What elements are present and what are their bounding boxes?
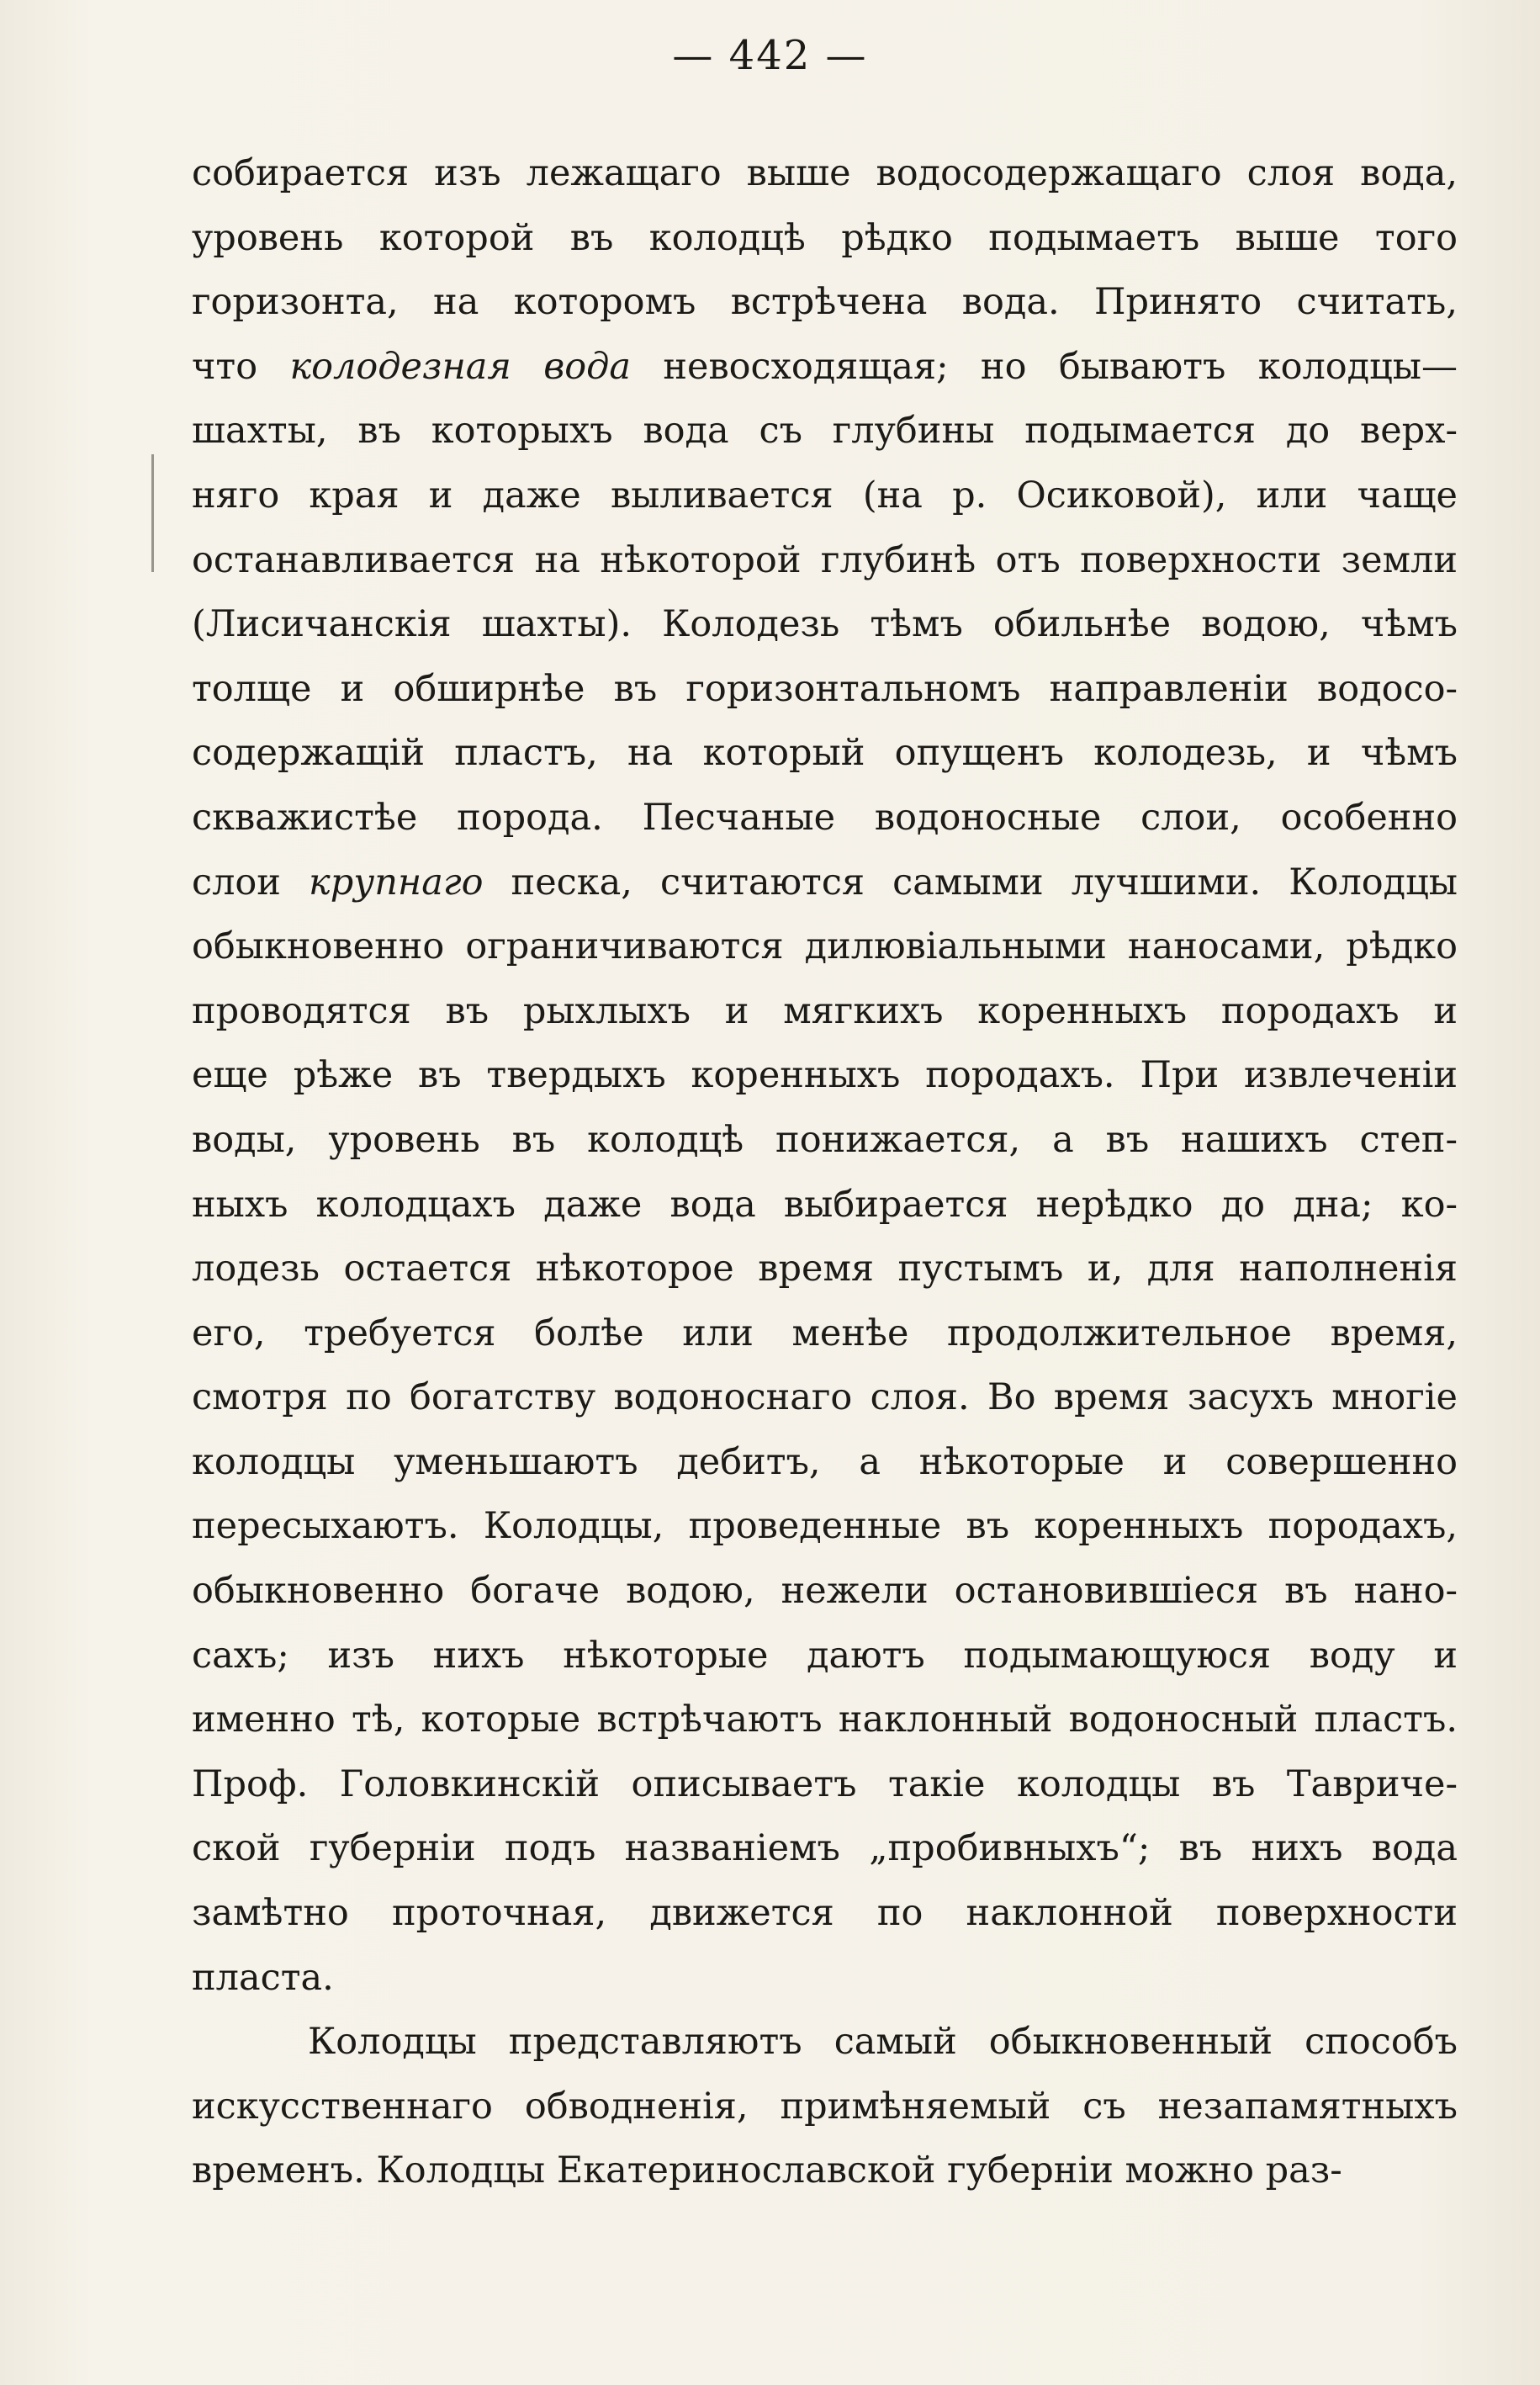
text-segment: воды, уровень въ колодцѣ понижается, а въ нашихъ степ- [192,1118,1458,1161]
text-segment: ской губерніи подъ названіемъ „пробивныхъ“; въ нихъ вода [192,1827,1458,1870]
text-line [192,2075,1458,2139]
text-line [192,721,1458,786]
text-line [192,335,1458,400]
text-segment: шахты, въ которыхъ вода съ глубины подымается до верх- [192,410,1458,453]
text-segment: песка, считаются самыми лучшими. Колодцы [483,861,1458,904]
text-segment: пересыхаютъ. Колодцы, проведенные въ коренныхъ породахъ, [192,1505,1458,1548]
text-line [192,1624,1458,1688]
text-segment: колодцы уменьшаютъ дебитъ, а нѣкоторые и совершенно [192,1440,1458,1483]
text-line [192,657,1458,722]
text-segment: Колодцы представляютъ самый обыкновенный способъ [308,2021,1458,2064]
text-segment: временъ. Колодцы Екатеринославской губерніи можно раз- [192,2149,1342,2192]
text-line [192,1365,1458,1430]
text-segment: собирается изъ лежащаго выше водосодержащаго слоя вода, [192,152,1458,194]
text-segment: невосходящая; но бываютъ колодцы— [631,345,1458,388]
text-segment: лодезь остается нѣкоторое время пустымъ и, для наполненія [192,1248,1458,1291]
text-segment: еще рѣже въ твердыхъ коренныхъ породахъ. При извлеченіи [192,1054,1458,1097]
text-line [192,464,1458,528]
text-line [192,1752,1458,1817]
text-line [192,2010,1458,2075]
text-line [192,1430,1458,1495]
text-segment: няго края и даже выливается (на р. Осиковой), или чаще [192,474,1458,517]
text-line [192,1559,1458,1624]
text-line [192,979,1458,1044]
text-segment: пласта. [192,1956,334,1999]
italic-term: крупнаго [309,861,484,904]
text-line [192,1494,1458,1559]
text-segment: сахъ; изъ нихъ нѣкоторые даютъ подымающуюся воду и [192,1634,1458,1677]
text-segment: (Лисичанскія шахты). Колодезь тѣмъ обильнѣе водою, чѣмъ [192,603,1458,646]
text-line [192,399,1458,464]
text-segment: уровень которой въ колодцѣ рѣдко подымаетъ выше того [192,216,1458,259]
text-segment: останавливается на нѣкоторой глубинѣ отъ поверхности земли [192,538,1458,581]
text-segment: замѣтно проточная, движется по наклонной поверхности [192,1892,1458,1935]
text-line [192,1688,1458,1752]
text-segment: его, требуется болѣе или менѣе продолжительное время, [192,1312,1458,1354]
text-line [192,1301,1458,1366]
body-text [192,141,1458,2203]
text-line [192,528,1458,593]
text-line [192,141,1458,206]
text-segment: скважистѣе порода. Песчаные водоносные слои, особенно [192,796,1458,839]
text-line [192,2139,1458,2203]
text-line [192,1108,1458,1173]
text-line [192,914,1458,979]
page-number: — 442 — [672,32,868,79]
text-line [192,1043,1458,1108]
text-segment: обыкновенно богаче водою, нежели остановившіеся въ нано- [192,1570,1458,1613]
text-segment: слои [192,861,310,904]
text-line [192,851,1458,915]
text-segment: обыкновенно ограничиваются дилювіальными наносами, рѣдко [192,925,1458,968]
text-line [192,1946,1458,2011]
text-segment: проводятся въ рыхлыхъ и мягкихъ коренныхъ породахъ и [192,989,1458,1032]
text-line [192,270,1458,335]
text-line [192,786,1458,851]
text-line [192,592,1458,657]
text-segment: толще и обширнѣе въ горизонтальномъ направленіи водосо- [192,667,1458,710]
text-line [192,1816,1458,1881]
text-line [192,1237,1458,1301]
text-segment: искусственнаго обводненія, примѣняемый съ незапамятныхъ [192,2085,1458,2128]
text-segment: содержащій пластъ, на который опущенъ колодезь, и чѣмъ [192,732,1458,775]
text-line [192,1173,1458,1238]
italic-term: колодезная вода [289,345,632,388]
text-segment: горизонта, на которомъ встрѣчена вода. Принято считать, [192,281,1458,324]
margin-pencil-mark [151,454,154,572]
text-segment: именно тѣ, которые встрѣчаютъ наклонный водоносный пластъ. [192,1699,1458,1741]
text-line [192,1881,1458,1946]
text-line [192,206,1458,271]
text-segment: смотря по богатству водоноснаго слоя. Во время засухъ многіе [192,1376,1458,1419]
text-segment: что [192,345,290,388]
text-segment: ныхъ колодцахъ даже вода выбирается нерѣдко до дна; ко- [192,1183,1458,1226]
text-segment: Проф. Головкинскій описываетъ такіе колодцы въ Тавриче- [192,1762,1458,1805]
